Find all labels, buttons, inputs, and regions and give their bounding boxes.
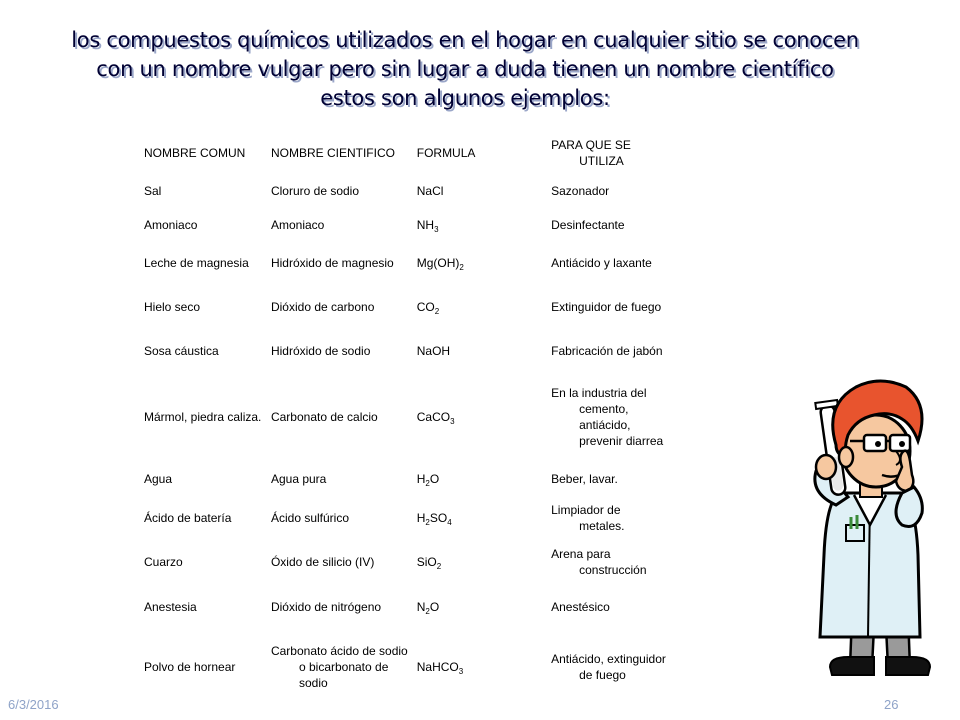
footer-page-number: 26	[884, 697, 899, 712]
table-row	[140, 174, 672, 208]
table-row	[140, 630, 672, 704]
footer-date: 6/3/2016	[8, 697, 59, 712]
cell-formula: $NH_3$	[416, 218, 439, 234]
cell-scientific: Carbonato de calcio	[270, 410, 378, 424]
table-row	[140, 208, 672, 242]
cell-use: Antiácido, extinguidor de fuego	[551, 652, 666, 682]
cell-formula: $Mg(OH)_2$	[416, 256, 464, 272]
cell-common: Cuarzo	[144, 555, 183, 569]
cell-use: Beber, lavar.	[551, 472, 618, 486]
table-row	[140, 584, 672, 630]
cell-formula: NaCl	[416, 184, 444, 198]
cell-common: Anestesia	[144, 600, 197, 614]
header-use: PARA QUE SE UTILIZA	[551, 138, 631, 168]
header-scientific-name: NOMBRE CIENTIFICO	[270, 146, 395, 160]
cell-common: Sal	[144, 184, 162, 198]
cell-use: Arena para construcción	[551, 547, 647, 577]
cell-scientific: Ácido sulfúrico	[270, 511, 350, 525]
cell-common: Amoniaco	[144, 218, 198, 232]
table-row	[140, 496, 672, 540]
cell-scientific: Óxido de silicio (IV)	[270, 555, 375, 569]
table-row	[140, 462, 672, 496]
cell-scientific: Hidróxido de magnesio	[270, 256, 394, 270]
cell-use: Anestésico	[551, 600, 610, 614]
title-line-2: con un nombre vulgar pero sin lugar a duda tienen un nombre científico	[96, 57, 834, 81]
table-row	[140, 540, 672, 584]
title-line-3: estos son algunos ejemplos:	[320, 86, 610, 110]
compounds-table	[140, 132, 672, 704]
cell-scientific: Amoniaco	[270, 218, 325, 232]
table-row	[140, 242, 672, 284]
cell-use: Extinguidor de fuego	[551, 300, 662, 314]
cell-use: Desinfectante	[551, 218, 625, 232]
table-header-row	[140, 132, 672, 174]
cell-scientific: Agua pura	[270, 472, 327, 486]
cell-scientific: Carbonato ácido de sodio o bicarbonato de sodio	[270, 644, 408, 690]
cell-scientific: Dióxido de nitrógeno	[270, 600, 382, 614]
cell-scientific: Cloruro de sodio	[270, 184, 360, 198]
cell-common: Sosa cáustica	[144, 344, 219, 358]
cell-formula: CaCO$_3$	[416, 410, 455, 426]
left-shoe	[830, 657, 874, 675]
cell-common: Agua	[144, 472, 173, 486]
left-hand	[816, 455, 836, 479]
cell-common: Polvo de hornear	[144, 660, 236, 674]
cell-common: Hielo seco	[144, 300, 201, 314]
cell-formula: NaHCO$_3$	[416, 660, 464, 676]
table-row	[140, 372, 672, 462]
cell-scientific: Dióxido de carbono	[270, 300, 375, 314]
cell-common: Ácido de batería	[144, 511, 232, 525]
cell-formula: $H_2O$	[416, 472, 440, 488]
scientist-with-test-tube-icon	[790, 375, 960, 695]
cell-common: Leche de magnesia	[144, 256, 249, 270]
table-row	[140, 330, 672, 372]
cell-common: Mármol, piedra caliza.	[144, 410, 262, 424]
cell-formula: $N_2O$	[416, 600, 440, 616]
table-row	[140, 284, 672, 330]
header-common-name: NOMBRE COMUN	[144, 146, 246, 160]
header-formula: FORMULA	[416, 146, 476, 160]
right-shoe	[886, 657, 930, 675]
cell-formula: $CO_2$	[416, 300, 440, 316]
slide-title	[0, 26, 930, 113]
cell-use: Sazonador	[551, 184, 610, 198]
cell-formula: SiO$_2$	[416, 555, 442, 571]
cell-scientific: Hidróxido de sodio	[270, 344, 371, 358]
cell-use: En la industria del cemento, antiácido, prevenir diarrea	[551, 386, 664, 448]
cell-use: Antiácido y laxante	[551, 256, 652, 270]
cell-use: Fabricación de jabón	[551, 344, 663, 358]
cell-use: Limpiador de metales.	[551, 503, 625, 533]
cell-formula: $H_2SO_4$	[416, 511, 452, 527]
title-line-1: los compuestos químicos utilizados en el hogar en cualquier sitio se conocen	[71, 28, 859, 52]
cell-formula: NaOH	[416, 344, 451, 358]
